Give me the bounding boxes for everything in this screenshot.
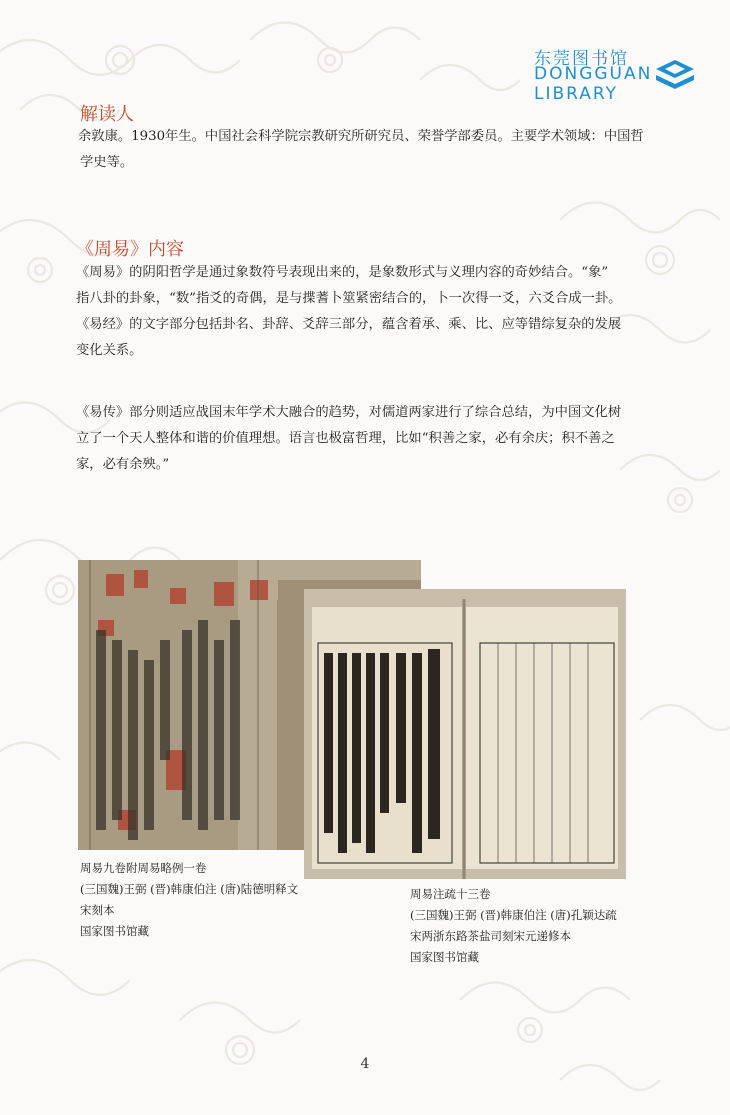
logo-name-cn: 东莞图书馆 (534, 49, 629, 69)
library-logo (534, 44, 699, 106)
caption-left-title: 周易九卷附周易略例一卷 (80, 861, 207, 875)
para2-line2: 立了一个天人整体和谐的价值理想。语言也极富哲理，比如“积善之家，必有余庆；积不善之 (76, 431, 615, 446)
para1-line1: 《周易》的阴阳哲学是通过象数符号表现出来的，是象数形式与义理内容的奇妙结合。“象” (76, 265, 609, 280)
caption-right (410, 884, 617, 968)
content-heading: 《周易》内容 (76, 239, 184, 260)
reader-heading: 解读人 (80, 104, 134, 125)
para2-line3: 家，必有余殃。” (76, 457, 170, 472)
caption-right-title: 周易注疏十三卷 (410, 887, 491, 901)
caption-right-edition: 宋两浙东路茶盐司刻宋元递修本 (410, 929, 571, 943)
logo-name-en-line1: DONGGUAN (534, 64, 653, 84)
para2-line1: 《易传》部分则适应战国末年学术大融合的趋势，对儒道两家进行了综合总结，为中国文化树 (76, 405, 622, 420)
caption-right-collection: 国家图书馆藏 (410, 950, 479, 964)
ancient-book-photo-right (304, 589, 626, 879)
logo-name-en-line2: LIBRARY (534, 84, 619, 104)
content-paragraph-2 (76, 400, 656, 478)
content-paragraph-1 (76, 260, 656, 364)
caption-left-edition: 宋刻本 (80, 903, 115, 917)
para1-line2: 指八卦的卦象，“数”指爻的奇偶，是与揲蓍卜筮紧密结合的，卜一次得一爻，六爻合成一卦。 (76, 291, 622, 306)
page-number: 4 (360, 1056, 370, 1072)
caption-right-authors: (三国魏)王弼 (晋)韩康伯注 (唐)孔颖达疏 (410, 908, 617, 922)
caption-left-collection: 国家图书馆藏 (80, 924, 149, 938)
caption-left-authors: (三国魏)王弼 (晋)韩康伯注 (唐)陆德明释文 (80, 882, 299, 896)
para1-line3: 《易经》的文字部分包括卦名、卦辞、爻辞三部分，蕴含着承、乘、比、应等错综复杂的发展 (76, 317, 622, 332)
library-stack-icon (654, 58, 696, 94)
caption-left (80, 858, 298, 942)
para1-line4: 变化关系。 (76, 343, 143, 358)
reader-bio (78, 124, 658, 176)
reader-bio-line2: 学史等。 (80, 155, 134, 170)
reader-bio-line1: 余敦康。1930年生。中国社会科学院宗教研究所研究员、荣誉学部委员。主要学术领域：中国哲 (78, 129, 644, 144)
